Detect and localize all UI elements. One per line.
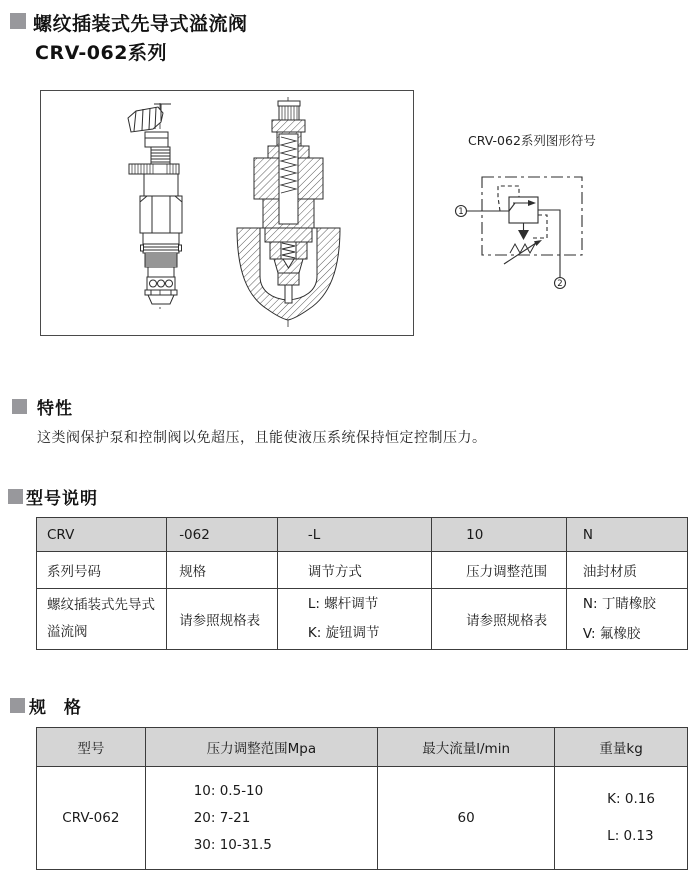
section-heading-features: 特性 <box>37 399 73 419</box>
model-table-value-row <box>37 589 688 650</box>
port-2-marker <box>555 278 566 290</box>
spec-header-cell: 型号 <box>37 728 146 767</box>
spec-header-cell: 压力调整范围Mpa <box>145 728 377 767</box>
model-bullet-icon <box>8 489 23 504</box>
spec-model-cell: CRV-062 <box>37 767 146 870</box>
model-label-cell: 调节方式 <box>277 552 431 589</box>
model-table-label-row <box>37 552 688 589</box>
model-table-header-row <box>37 518 688 552</box>
model-header-cell: -062 <box>167 518 278 552</box>
port-2-label: 2 <box>557 279 563 289</box>
spec-table <box>36 727 688 870</box>
spec-table-data-row <box>37 767 688 870</box>
model-header-cell: 10 <box>432 518 567 552</box>
spec-header-cell: 重量kg <box>555 728 688 767</box>
model-label-cell: 系列号码 <box>37 552 167 589</box>
model-value-cell: L: 螺杆调节 K: 旋钮调节 <box>277 589 431 650</box>
model-label-cell: 油封材质 <box>566 552 687 589</box>
drawing-panel <box>40 90 414 336</box>
model-header-cell: CRV <box>37 518 167 552</box>
spec-table-header-row <box>37 728 688 767</box>
section-heading-specs: 规 格 <box>29 698 87 718</box>
title-bullet-icon <box>10 13 26 29</box>
features-text: 这类阀保护泵和控制阀以免超压，且能使液压系统保持恒定控制压力。 <box>37 430 487 446</box>
spec-pressure-cell: 10: 0.5-10 20: 7-21 30: 10-31.5 <box>145 767 377 870</box>
port-1-marker <box>456 206 467 218</box>
page-title: 螺纹插装式先导式溢流阀 <box>33 13 248 35</box>
model-header-cell: N <box>566 518 687 552</box>
model-value-cell: 请参照规格表 <box>167 589 278 650</box>
spec-header-cell: 最大流量l/min <box>378 728 555 767</box>
section-heading-model: 型号说明 <box>26 489 98 509</box>
valve-external-drawing <box>128 103 182 309</box>
model-value-cell: 螺纹插装式先导式 溢流阀 <box>37 589 167 650</box>
model-value-cell: N: 丁睛橡胶 V: 氟橡胶 <box>566 589 687 650</box>
symbol-caption: CRV-062系列图形符号 <box>468 133 596 148</box>
model-value-cell: 请参照规格表 <box>432 589 567 650</box>
valve-drawings <box>41 91 413 335</box>
model-header-cell: -L <box>277 518 431 552</box>
spec-flow-cell: 60 <box>378 767 555 870</box>
valve-section-drawing <box>237 97 340 327</box>
series-subtitle: CRV-062系列 <box>35 42 167 64</box>
hydraulic-symbol-diagram <box>438 158 673 328</box>
model-table <box>36 517 688 650</box>
port-1-label: 1 <box>458 207 464 217</box>
model-label-cell: 压力调整范围 <box>432 552 567 589</box>
features-bullet-icon <box>12 399 27 414</box>
specs-bullet-icon <box>10 698 25 713</box>
spec-weight-cell: K: 0.16 L: 0.13 <box>555 767 688 870</box>
model-label-cell: 规格 <box>167 552 278 589</box>
